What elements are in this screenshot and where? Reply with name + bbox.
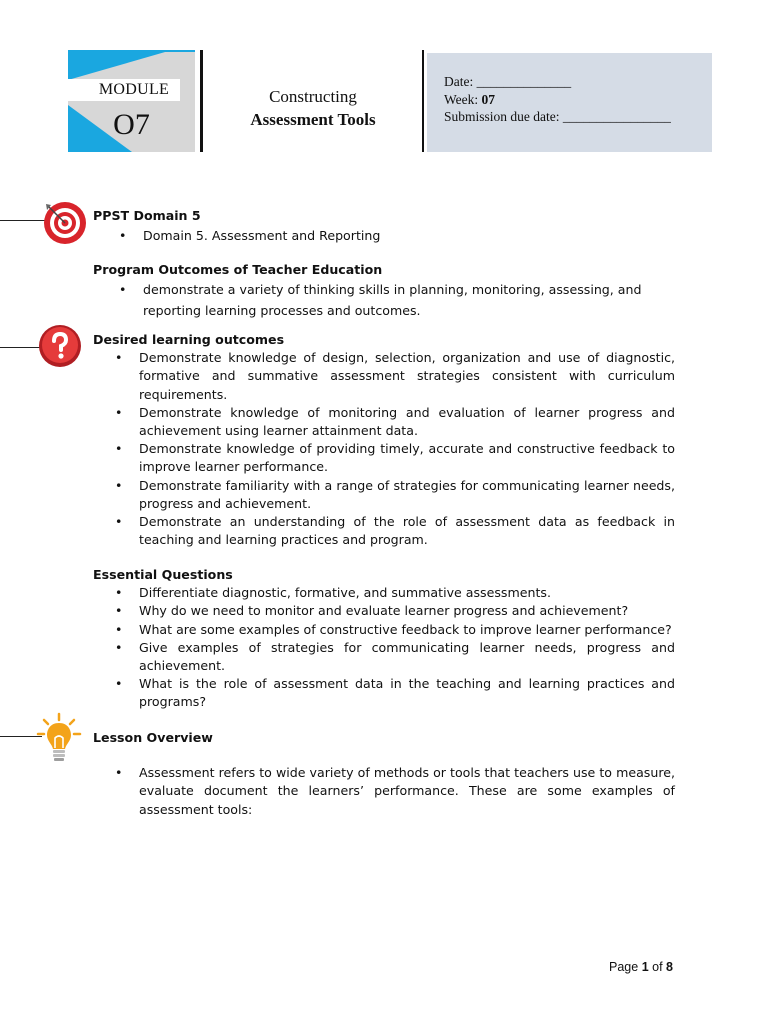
current-page: 1 [641, 960, 649, 974]
section-program-outcomes [93, 261, 675, 321]
list-item: • Demonstrate knowledge of providing timely, accurate and constructive feedback to improve learner performance. [93, 440, 675, 476]
target-icon [41, 201, 89, 245]
list-item: • Demonstrate knowledge of design, selection, organization and use of diagnostic, formative and summative assessment strategies consistent with curriculum requirements. [93, 349, 675, 404]
module-badge [68, 50, 195, 152]
list-item: • Why do we need to monitor and evaluate learner progress and achievement? [93, 602, 675, 620]
list-item: • Assessment refers to wide variety of methods or tools that teachers use to measure, evaluate document the learners’ performance. These are some examples of assessment tools: [93, 764, 675, 819]
of-word: of [652, 960, 663, 974]
section-lesson-overview [93, 729, 675, 819]
bullet-list [93, 764, 675, 819]
header-divider-right [422, 50, 424, 152]
section-desired-outcomes [93, 331, 675, 549]
bullet-list [93, 349, 675, 549]
bullet-list [93, 225, 675, 246]
date-field: Date: ______________ [444, 74, 572, 89]
bullet-list [93, 279, 675, 321]
list-item: • What is the role of assessment data in the teaching and learning practices and programs? [93, 675, 675, 711]
list-item: • Demonstrate an understanding of the role of assessment data as feedback in teaching and learning practices and program. [93, 513, 675, 549]
question-icon [37, 324, 83, 368]
week-value: 07 [481, 92, 496, 107]
week-label: Week: [444, 92, 479, 107]
target-rule [0, 220, 46, 221]
section-heading: PPST Domain 5 [93, 208, 201, 223]
week-field [444, 92, 495, 108]
section-essential-questions [93, 566, 675, 712]
module-label: MODULE [98, 81, 170, 98]
module-number: O7 [113, 108, 150, 141]
page-number [609, 960, 673, 974]
page-title [215, 85, 411, 131]
bullet-list [93, 584, 675, 711]
title-line-2: Assessment Tools [250, 110, 376, 129]
list-item: • Domain 5. Assessment and Reporting [93, 225, 675, 246]
list-item: • Demonstrate knowledge of monitoring and evaluation of learner progress and achievement using learner attainment data. [93, 404, 675, 440]
total-pages: 8 [666, 960, 673, 974]
list-item: • Give examples of strategies for communicating learner needs, progress and achievement. [93, 639, 675, 675]
list-item: • What are some examples of constructive feedback to improve learner performance? [93, 621, 675, 639]
title-line-1: Constructing [269, 87, 357, 106]
header-divider-left [200, 50, 203, 152]
lightbulb-icon [36, 712, 82, 768]
list-item: • Differentiate diagnostic, formative, and summative assessments. [93, 584, 675, 602]
section-heading: Essential Questions [93, 567, 233, 582]
list-item: • demonstrate a variety of thinking skills in planning, monitoring, assessing, and reporting learning processes and outcomes. [93, 279, 675, 321]
section-heading: Program Outcomes of Teacher Education [93, 262, 383, 277]
section-ppst [93, 207, 675, 246]
page-word: Page [609, 960, 639, 974]
submission-due-field: Submission due date: ________________ [444, 109, 671, 124]
question-rule [0, 347, 40, 348]
submission-info-box [427, 53, 712, 152]
section-heading: Lesson Overview [93, 730, 213, 745]
list-item: • Demonstrate familiarity with a range of strategies for communicating learner needs, progress and achievement. [93, 477, 675, 513]
section-heading: Desired learning outcomes [93, 332, 285, 347]
